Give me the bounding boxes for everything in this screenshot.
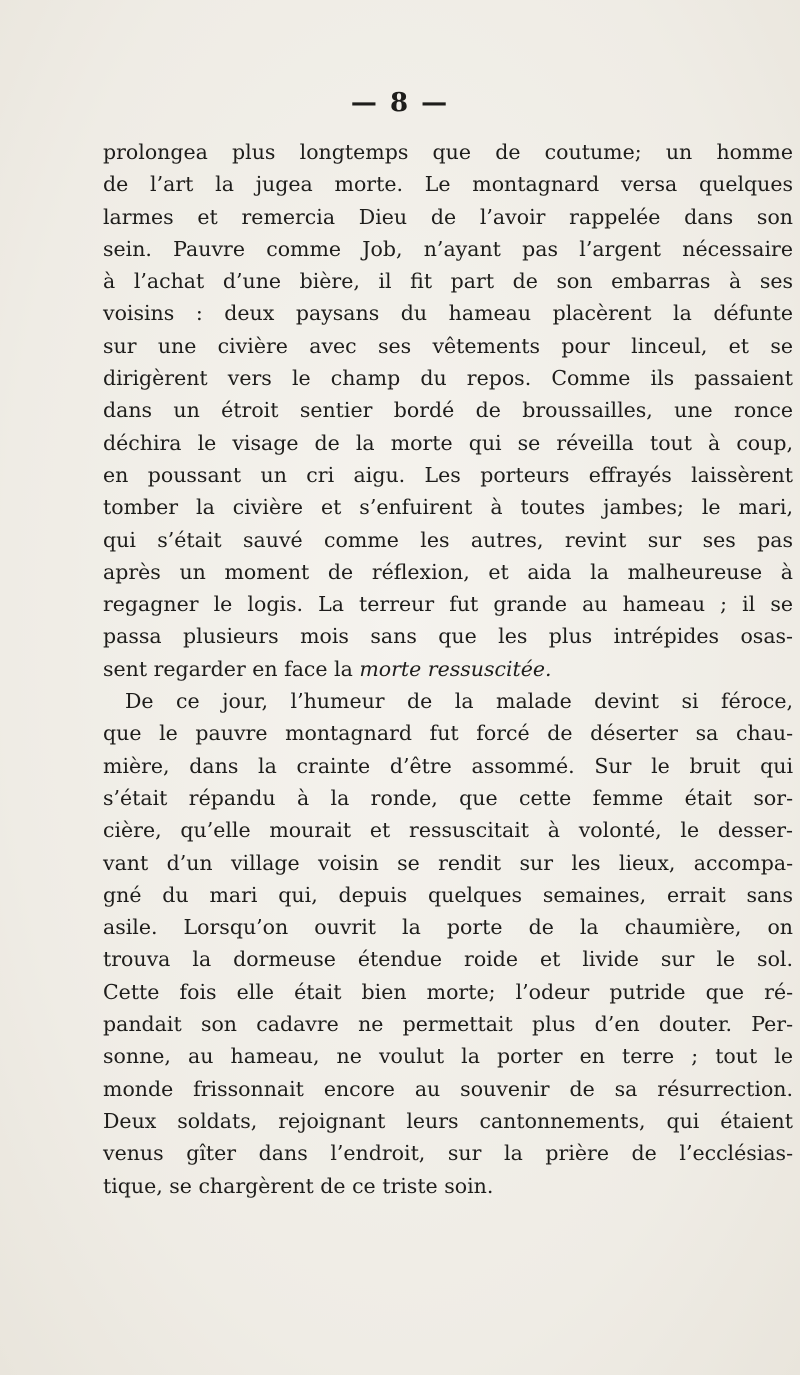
text-line: mière, dans la crainte d’être assommé. Sur le bruit qui — [103, 753, 793, 778]
body-text — [103, 136, 793, 1202]
text-line: prolongea plus longtemps que de coutume; un homme — [103, 140, 793, 164]
text-line: trouva la dormeuse étendue roide et livide sur le sol. — [103, 947, 793, 972]
text-line: Deux soldats, rejoignant leurs cantonnements, qui étaient — [103, 1108, 793, 1133]
text-line: asile. Lorsqu’on ouvrit la porte de la chaumière, on — [103, 915, 793, 940]
text-line: monde frissonnait encore au souvenir de sa résurrection. — [103, 1076, 793, 1101]
text-line: de l’art la jugea morte. Le montagnard versa quelques — [103, 172, 793, 197]
text-line: tique, se chargèrent de ce triste soin. — [103, 1173, 494, 1198]
text-line: De ce jour, l’humeur de la malade devint si féroce, — [125, 689, 793, 714]
text-line: regagner le logis. La terreur fut grande au hameau ; il se — [103, 592, 793, 617]
text-line: gné du mari qui, depuis quelques semaines, errait sans — [103, 882, 793, 907]
text-line: que le pauvre montagnard fut forcé de déserter sa chau- — [103, 721, 793, 746]
paragraph-1 — [103, 136, 793, 685]
text-line: à l’achat d’une bière, il fit part de son embarras à ses — [103, 269, 793, 294]
text-line: passa plusieurs mois sans que les plus intrépides osas- — [103, 624, 793, 649]
text-line: larmes et remercia Dieu de l’avoir rappelée dans son — [103, 204, 793, 229]
text-line: tomber la civière et s’enfuirent à toutes jambes; le mari, — [103, 495, 793, 520]
text-line: voisins : deux paysans du hameau placèrent la défunte — [103, 301, 793, 326]
text-line: déchira le visage de la morte qui se réveilla tout à coup, — [103, 430, 793, 455]
text-line: qui s’était sauvé comme les autres, revint sur ses pas — [103, 527, 793, 552]
text-line: vant d’un village voisin se rendit sur les lieux, accompa- — [103, 850, 793, 875]
paragraph-2 — [103, 685, 793, 1202]
text-line: s’était répandu à la ronde, que cette femme était sor- — [103, 785, 793, 810]
text-line: venus gîter dans l’endroit, sur la prière de l’ecclésias- — [103, 1141, 793, 1166]
text-line: dirigèrent vers le champ du repos. Comme ils passaient — [103, 366, 793, 391]
text-line: en poussant un cri aigu. Les porteurs effrayés laissèrent — [103, 462, 793, 487]
text-line: sonne, au hameau, ne voulut la porter en terre ; tout le — [103, 1044, 793, 1069]
text-line: cière, qu’elle mourait et ressuscitait à volonté, le desser- — [103, 818, 793, 843]
text-line — [103, 653, 793, 685]
text-line: dans un étroit sentier bordé de broussailles, une ronce — [103, 398, 793, 423]
text-line: Cette fois elle était bien morte; l’odeur putride que ré- — [103, 979, 793, 1004]
text-line: sein. Pauvre comme Job, n’ayant pas l’argent nécessaire — [103, 236, 793, 261]
text-line-prefix: sent regarder en face la — [103, 656, 360, 681]
page-number: — 8 — — [350, 88, 450, 118]
text-line: pandait son cadavre ne permettait plus d’en douter. Per- — [103, 1012, 793, 1037]
text-line: sur une civière avec ses vêtements pour linceul, et se — [103, 333, 793, 358]
text-line: après un moment de réflexion, et aida la malheureuse à — [103, 559, 793, 584]
italic-phrase: morte ressuscitée. — [359, 656, 552, 681]
